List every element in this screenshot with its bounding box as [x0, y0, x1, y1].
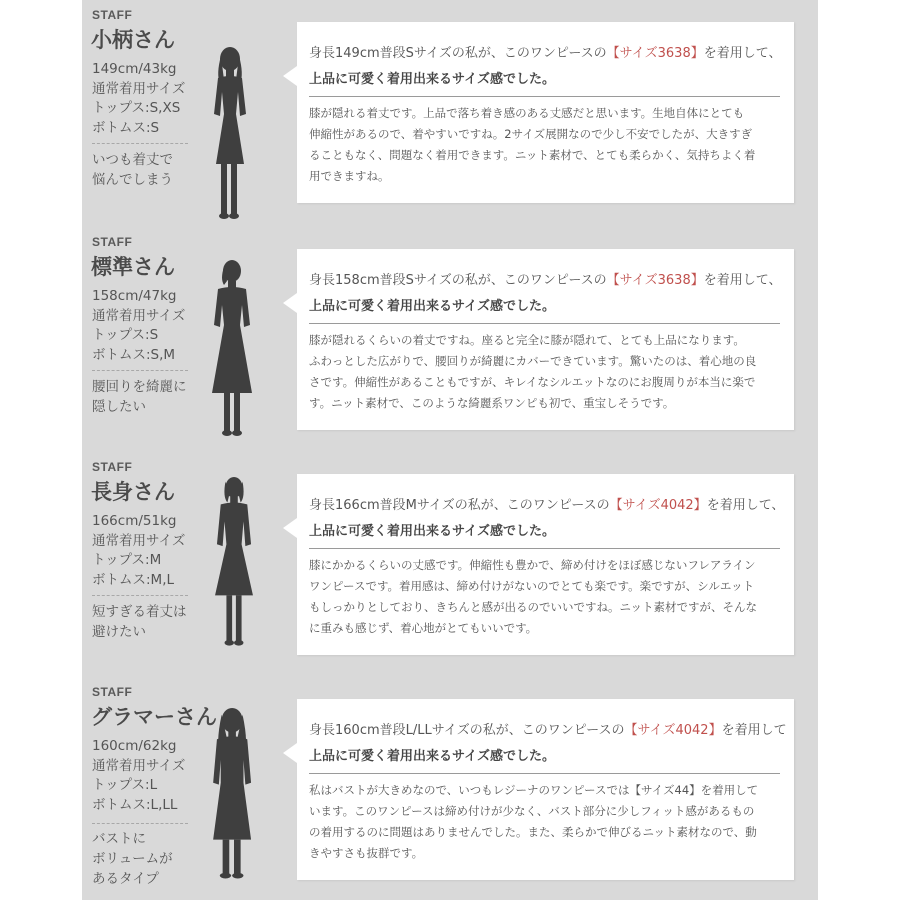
tops-size: トップス:S [92, 327, 159, 343]
staff-name: 長身さん [91, 480, 175, 504]
usual-size-label: 通常着用サイズ [92, 757, 186, 774]
bottoms-size: ボトムス:M,L [92, 571, 175, 588]
usual-size-label: 通常着用サイズ [92, 80, 186, 97]
usual-size-label: 通常着用サイズ [92, 532, 186, 549]
review-body: 私はバストが大きめなので、いつもレジーナのワンピースでは【サイズ44】を着用して います。このワンピースは締め付けが少なく、バスト部分に少しフィット感があるもの の着用するのに問題はありませんでした。また、柔らかで伸びるニット素材なので、動 きやすさも抜群です。 [309, 783, 759, 860]
review-card [297, 22, 794, 203]
concern-line: あるタイプ [92, 871, 159, 887]
size-highlight: 【サイズ3638】 [606, 46, 704, 61]
review-card [297, 249, 794, 430]
card-divider [309, 323, 780, 324]
concern-line: ボリュームが [92, 851, 173, 867]
staff-name: 標準さん [91, 255, 175, 279]
stats-divider [92, 143, 188, 144]
tall-woman-silhouette-icon [194, 476, 274, 656]
staff-concern [92, 377, 202, 417]
bottoms-size: ボトムス:L,LL [92, 796, 178, 813]
size-highlight: 【サイズ4042】 [609, 498, 707, 513]
staff-review-section-tall [82, 452, 818, 677]
staff-concern [92, 150, 202, 190]
staff-name: グラマーさん [91, 705, 217, 729]
size-highlight: 【サイズ4042】 [624, 723, 722, 738]
card-divider [309, 96, 780, 97]
concern-line: 短すぎる着丈は [92, 604, 187, 620]
tops-size: トップス:M [92, 552, 162, 568]
stats-divider [92, 595, 188, 596]
staff-tag: STAFF [92, 235, 133, 249]
staff-stats [92, 737, 202, 815]
staff-concern [92, 829, 202, 889]
stats-divider [92, 370, 188, 371]
staff-concern [92, 602, 202, 642]
bottoms-size: ボトムス:S,M [92, 346, 176, 363]
card-pointer [283, 743, 297, 763]
standard-woman-silhouette-icon [194, 259, 274, 439]
staff-review-section-standard [82, 227, 818, 452]
staff-stats [92, 512, 202, 590]
staff-tag: STAFF [92, 460, 133, 474]
review-lead: 身長149cm普段Sサイズの私が、このワンピースの【サイズ3638】を着用して、 [309, 46, 782, 61]
usual-size-label: 通常着用サイズ [92, 307, 186, 324]
card-pointer [283, 518, 297, 538]
card-divider [309, 773, 780, 774]
staff-stats [92, 60, 202, 138]
curvy-woman-silhouette-icon [194, 707, 274, 887]
size-highlight: 【サイズ3638】 [606, 273, 704, 288]
staff-name: 小柄さん [91, 28, 175, 52]
staff-review-section-curvy [82, 677, 818, 902]
bottoms-size: ボトムス:S [92, 119, 160, 136]
concern-line: バストに [92, 831, 146, 847]
card-divider [309, 548, 780, 549]
review-body: 膝が隠れるくらいの着丈ですね。座ると完全に膝が隠れて、とても上品になります。 ふわっとした広がりで、腰回りが綺麗にカバーできています。驚いたのは、着心地の良 さです。伸縮性があることもですが、キレイなシルエットなのにお腹周りが本当に楽で す。ニット素材で、このような綺麗系ワンピも初で、重宝しそうです。 [309, 333, 757, 410]
staff-tag: STAFF [92, 685, 133, 699]
concern-line: 避けたい [92, 624, 146, 640]
review-card [297, 474, 794, 655]
review-lead: 身長158cm普段Sサイズの私が、このワンピースの【サイズ3638】を着用して、 [309, 273, 782, 288]
height-weight: 166cm/51kg [92, 513, 177, 529]
petite-woman-silhouette-icon [194, 44, 274, 224]
concern-line: 腰回りを綺麗に [92, 379, 187, 395]
staff-tag: STAFF [92, 8, 133, 22]
concern-line: いつも着丈で [92, 152, 173, 168]
review-headline: 上品に可愛く着用出来るサイズ感でした。 [309, 749, 555, 764]
height-weight: 149cm/43kg [92, 61, 177, 77]
review-headline: 上品に可愛く着用出来るサイズ感でした。 [309, 299, 555, 314]
concern-line: 隠したい [92, 399, 146, 415]
review-card [297, 699, 794, 880]
staff-review-section-petite [82, 0, 818, 225]
review-lead: 身長166cm普段Mサイズの私が、このワンピースの【サイズ4042】を着用して、 [309, 498, 785, 513]
concern-line: 悩んでしまう [92, 172, 173, 188]
tops-size: トップス:S,XS [92, 100, 181, 116]
stats-divider [92, 823, 188, 824]
tops-size: トップス:L [92, 777, 158, 793]
height-weight: 158cm/47kg [92, 288, 177, 304]
height-weight: 160cm/62kg [92, 738, 177, 754]
card-pointer [283, 293, 297, 313]
staff-stats [92, 287, 202, 365]
review-lead: 身長160cm普段L/LLサイズの私が、このワンピースの【サイズ4042】を着用して [309, 723, 787, 738]
review-body: 膝にかかるくらいの丈感です。伸縮性も豊かで、締め付けをほぼ感じないフレアライン ワンピースです。着用感は、締め付けがないのでとても楽です。楽ですが、シルエット もしっかりとしており、きちんと感が出るのでいいですね。ニット素材ですが、そんな に重みも感じず、着心地がとてもいいです。 [309, 558, 758, 635]
card-pointer [283, 66, 297, 86]
review-headline: 上品に可愛く着用出来るサイズ感でした。 [309, 72, 555, 87]
review-body: 膝が隠れる着丈です。上品で落ち着き感のある丈感だと思います。生地自体にとても 伸縮性があるので、着やすいですね。2サイズ展開なので少し不安でしたが、大きすぎ ることもなく、問題なく着用できます。ニット素材で、とても柔らかく、気持ちよく着 用できますね。 [309, 106, 756, 183]
review-headline: 上品に可愛く着用出来るサイズ感でした。 [309, 524, 555, 539]
